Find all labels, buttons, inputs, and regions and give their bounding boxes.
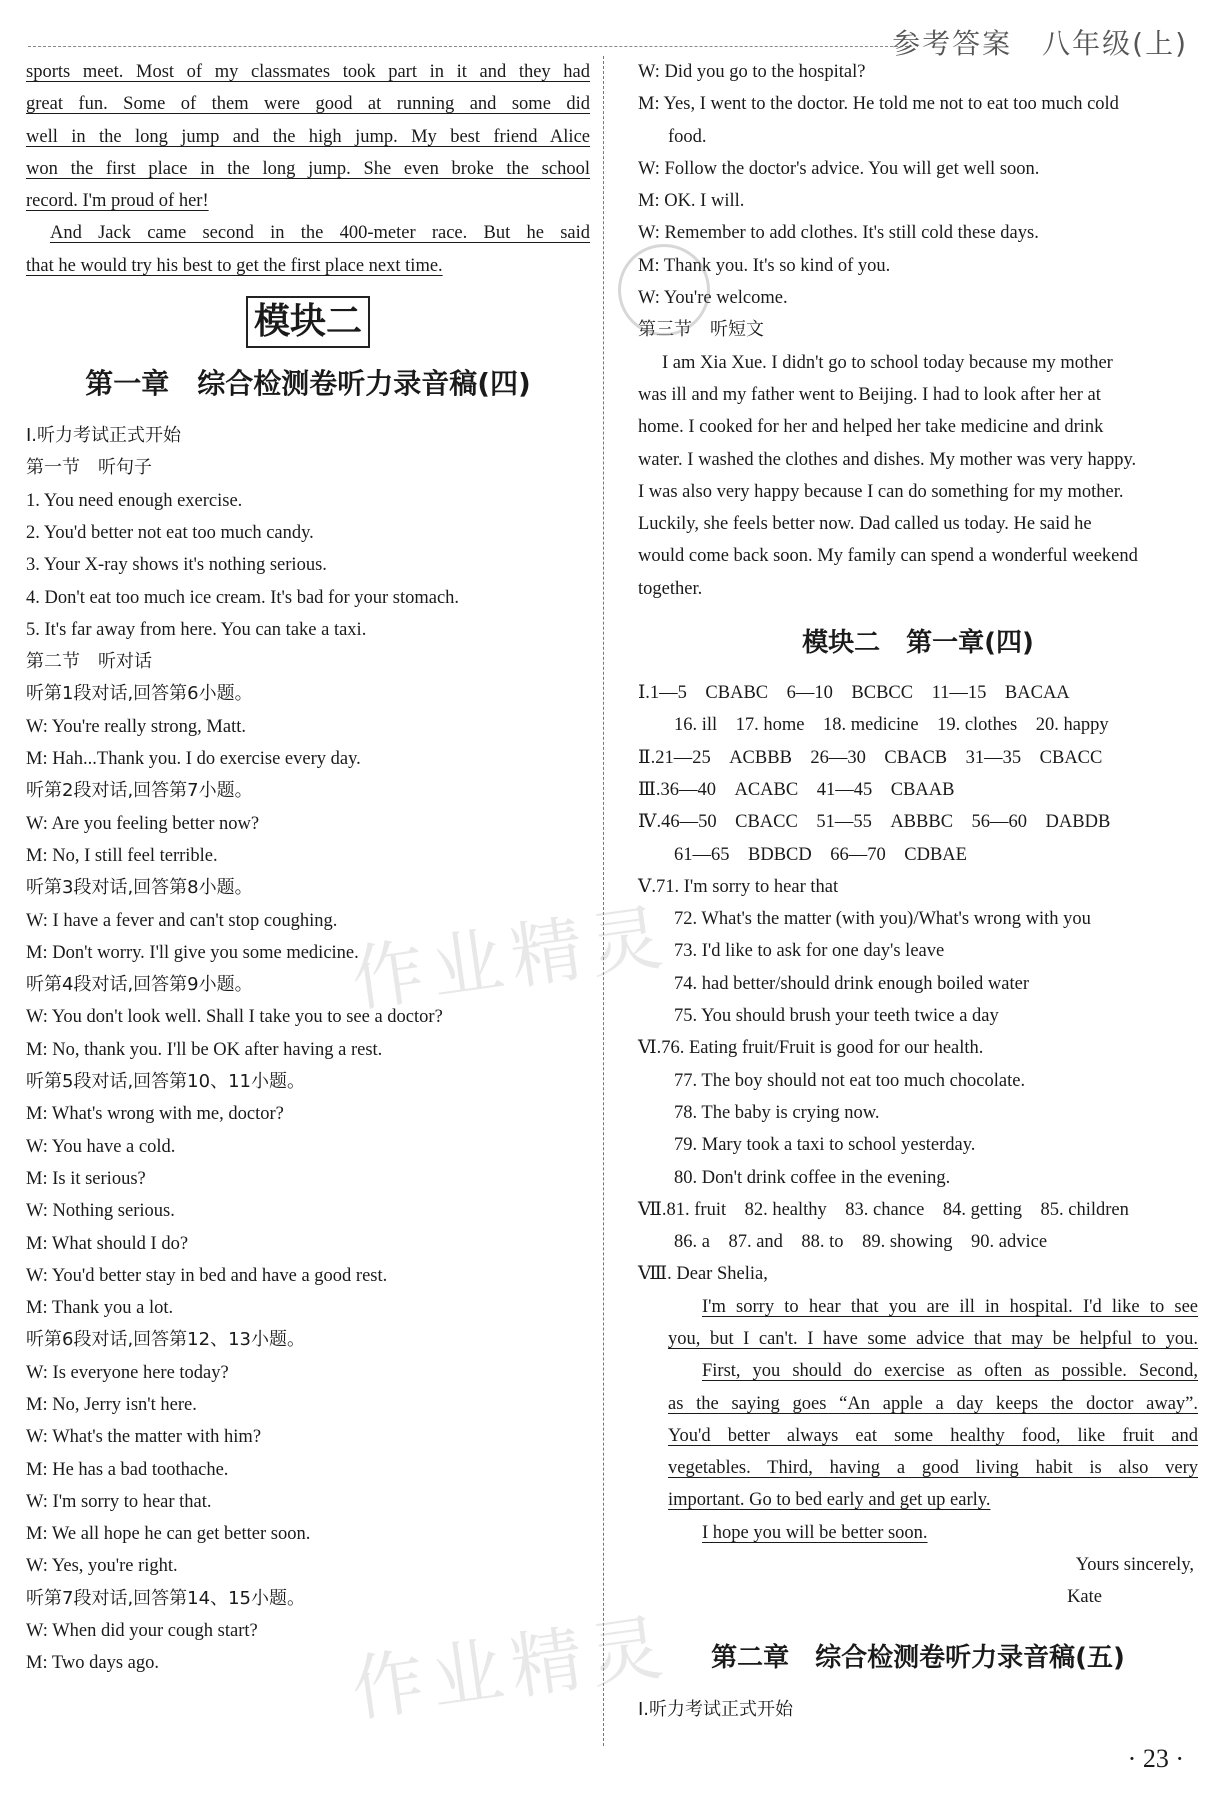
page-number: · 23 · (1127, 1744, 1184, 1773)
watermark-stamp-icon (618, 244, 710, 336)
letter-line: I'm sorry to hear that you are ill in hospital. I'd like to see (702, 1296, 1198, 1317)
transcript-line: W: I have a fever and can't stop coughing. (26, 910, 338, 931)
transcript-line: M: No, I still feel terrible. (26, 845, 218, 866)
header-rule (28, 46, 908, 47)
letter-line: as the saying goes “An apple a day keeps the doctor away”. (668, 1393, 1198, 1414)
transcript-line: 3. Your X-ray shows it's nothing serious. (26, 555, 327, 576)
transcript-list (26, 420, 590, 1680)
transcript-line: M: Is it serious? (26, 1168, 146, 1189)
answer-line: 72. What's the matter (with you)/What's wrong with you (674, 909, 1091, 930)
answer-line: 16. ill 17. home 18. medicine 19. clothes 20. happy (674, 715, 1109, 736)
answer-line: 80. Don't drink coffee in the evening. (674, 1167, 951, 1188)
transcript-line: W: When did your cough start? (26, 1621, 258, 1642)
transcript-line: 1. You need enough exercise. (26, 490, 243, 511)
passage-line: would come back soon. My family can spend a wonderful weekend (638, 546, 1138, 567)
passage-line: was ill and my father went to Beijing. I had to look after her at (638, 384, 1101, 405)
dialog-line: W: Follow the doctor's advice. You will get well soon. (638, 158, 1040, 179)
transcript-line: M: What should I do? (26, 1233, 189, 1254)
intro-line: well in the long jump and the high jump. My best friend Alice (26, 126, 590, 147)
right-column (638, 56, 1198, 1726)
transcript-line: 听第7段对话,回答第14、15小题。 (26, 1587, 305, 1609)
letter-closing: Yours sincerely, (1075, 1555, 1194, 1576)
dialog-line: M: Yes, I went to the doctor. He told me not to eat too much cold (638, 94, 1119, 115)
letter-line: You'd better always eat some healthy food, like fruit and (668, 1425, 1198, 1446)
dialog-line: M: OK. I will. (638, 191, 745, 212)
dialog-line: W: Did you go to the hospital? (638, 62, 866, 82)
watermark: 作业精灵 (346, 1604, 676, 1732)
letter-line: I hope you will be better soon. (702, 1522, 928, 1543)
transcript-line: W: Nothing serious. (26, 1201, 175, 1222)
transcript-line: M: No, Jerry isn't here. (26, 1394, 197, 1415)
intro-line: won the first place in the long jump. She even broke the school (26, 158, 590, 179)
passage-line: together. (638, 578, 703, 599)
transcript-line: 4. Don't eat too much ice cream. It's bad for your stomach. (26, 587, 460, 608)
section-label: 第三节 听短文 (638, 319, 764, 341)
transcript-line: 2. You'd better not eat too much candy. (26, 522, 314, 543)
answer-line: 86. a 87. and 88. to 89. showing 90. advice (674, 1232, 1048, 1253)
answer-line: 73. I'd like to ask for one day's leave (674, 941, 945, 962)
transcript-line: M: Two days ago. (26, 1653, 159, 1674)
listening-passage (638, 347, 1198, 605)
transcript-line: M: We all hope he can get better soon. (26, 1524, 311, 1545)
answer-line: 74. had better/should drink enough boiled water (674, 973, 1030, 994)
passage-line: I was also very happy because I can do something for my mother. (638, 481, 1124, 502)
transcript-line: M: He has a bad toothache. (26, 1459, 229, 1480)
page-header-title: 参考答案 八年级(上) (892, 27, 1188, 60)
answer-line: Ⅲ.36—40 ACABC 41—45 CBAAB (638, 779, 955, 800)
transcript-line: M: Thank you a lot. (26, 1298, 174, 1319)
transcript-line: M: Hah...Thank you. I do exercise every day. (26, 749, 361, 770)
answer-line: 79. Mary took a taxi to school yesterday. (674, 1135, 976, 1156)
passage-line: I am Xia Xue. I didn't go to school today because my mother (662, 352, 1113, 373)
transcript-line: 听第6段对话,回答第12、13小题。 (26, 1329, 305, 1351)
transcript-line: W: You're really strong, Matt. (26, 716, 246, 737)
intro-line: great fun. Some of them were good at running and some did (26, 94, 590, 115)
passage-line: home. I cooked for her and helped her take medicine and drink (638, 417, 1104, 438)
answer-line: 75. You should brush your teeth twice a day (674, 1006, 999, 1027)
transcript-line: W: Is everyone here today? (26, 1362, 229, 1383)
answer-line: Ⅱ.21—25 ACBBB 26—30 CBACB 31—35 CBACC (638, 747, 1103, 768)
transcript-line: W: I'm sorry to hear that. (26, 1491, 212, 1512)
letter-line: vegetables. Third, having a good living habit is also very (668, 1458, 1198, 1479)
intro-line: record. I'm proud of her! (26, 191, 209, 212)
chapter2-title: 第二章 综合检测卷听力录音稿(五) (711, 1642, 1125, 1673)
dialog-line: M: Thank you. It's so kind of you. (638, 255, 891, 276)
transcript-line: 听第2段对话,回答第7小题。 (26, 780, 253, 802)
answer-line: 77. The boy should not eat too much chocolate. (674, 1070, 1026, 1091)
transcript-line: W: You'd better stay in bed and have a good rest. (26, 1265, 388, 1286)
transcript-line: M: What's wrong with me, doctor? (26, 1104, 284, 1125)
transcript-line: 5. It's far away from here. You can take a taxi. (26, 619, 367, 640)
sample-letter (638, 1291, 1198, 1549)
answers-title: 模块二 第一章(四) (802, 628, 1034, 659)
transcript-line: W: You have a cold. (26, 1136, 176, 1157)
transcript-line: 听第1段对话,回答第6小题。 (26, 683, 253, 705)
letter-signature: Kate (1067, 1587, 1102, 1608)
intro-line: And Jack came second in the 400-meter race. But he said (50, 223, 590, 244)
transcript-line: M: No, thank you. I'll be OK after having a rest. (26, 1039, 383, 1060)
column-divider (603, 56, 604, 1746)
transcript-line: 第二节 听对话 (26, 651, 152, 673)
dialog-line: W: Remember to add clothes. It's still cold these days. (638, 223, 1039, 244)
answer-key (638, 677, 1198, 1291)
answer-line: Ⅴ.71. I'm sorry to hear that (638, 876, 839, 897)
transcript-line: 听第5段对话,回答第10、11小题。 (26, 1071, 305, 1093)
passage-line: Luckily, she feels better now. Dad called us today. He said he (638, 514, 1092, 535)
answer-line: 78. The baby is crying now. (674, 1102, 880, 1123)
letter-line: you, but I can't. I have some advice that may be helpful to you. (668, 1328, 1198, 1349)
transcript-line: M: Don't worry. I'll give you some medicine. (26, 942, 359, 963)
intro-line: that he would try his best to get the first place next time. (26, 255, 443, 276)
transcript-line: W: Are you feeling better now? (26, 813, 260, 834)
answer-line: Ⅰ.1—5 CBABC 6—10 BCBCC 11—15 BACAA (638, 683, 1070, 704)
chapter-title: 第一章 综合检测卷听力录音稿(四) (85, 367, 531, 401)
transcript-line: W: Yes, you're right. (26, 1556, 178, 1577)
module-heading: 模块二 (246, 296, 370, 348)
passage-line: water. I washed the clothes and dishes. My mother was very happy. (638, 449, 1137, 470)
intro-line: sports meet. Most of my classmates took part in it and they had (26, 62, 590, 82)
transcript-line: W: What's the matter with him? (26, 1427, 262, 1448)
transcript-line: 听第4段对话,回答第9小题。 (26, 974, 253, 996)
answer-line: Ⅵ.76. Eating fruit/Fruit is good for our health. (638, 1038, 984, 1059)
answer-line: Ⅶ.81. fruit 82. healthy 83. chance 84. getting 85. children (638, 1199, 1129, 1220)
dialog-line: food. (668, 126, 707, 147)
left-column (26, 56, 590, 1680)
chapter2-start: Ⅰ.听力考试正式开始 (638, 1698, 794, 1720)
transcript-line: 听第3段对话,回答第8小题。 (26, 877, 253, 899)
dialog-line: W: You're welcome. (638, 288, 788, 309)
watermark: 作业精灵 (346, 894, 676, 1022)
letter-line: First, you should do exercise as often as possible. Second, (702, 1361, 1198, 1382)
letter-line: important. Go to bed early and get up early. (668, 1490, 991, 1511)
answer-line: 61—65 BDBCD 66—70 CDBAE (674, 844, 967, 865)
answer-line: Ⅷ. Dear Shelia, (638, 1264, 768, 1285)
transcript-line: Ⅰ.听力考试正式开始 (26, 425, 182, 447)
transcript-line: W: You don't look well. Shall I take you to see a doctor? (26, 1007, 443, 1028)
transcript-line: 第一节 听句子 (26, 457, 152, 479)
answer-line: Ⅳ.46—50 CBACC 51—55 ABBBC 56—60 DABDB (638, 812, 1111, 833)
